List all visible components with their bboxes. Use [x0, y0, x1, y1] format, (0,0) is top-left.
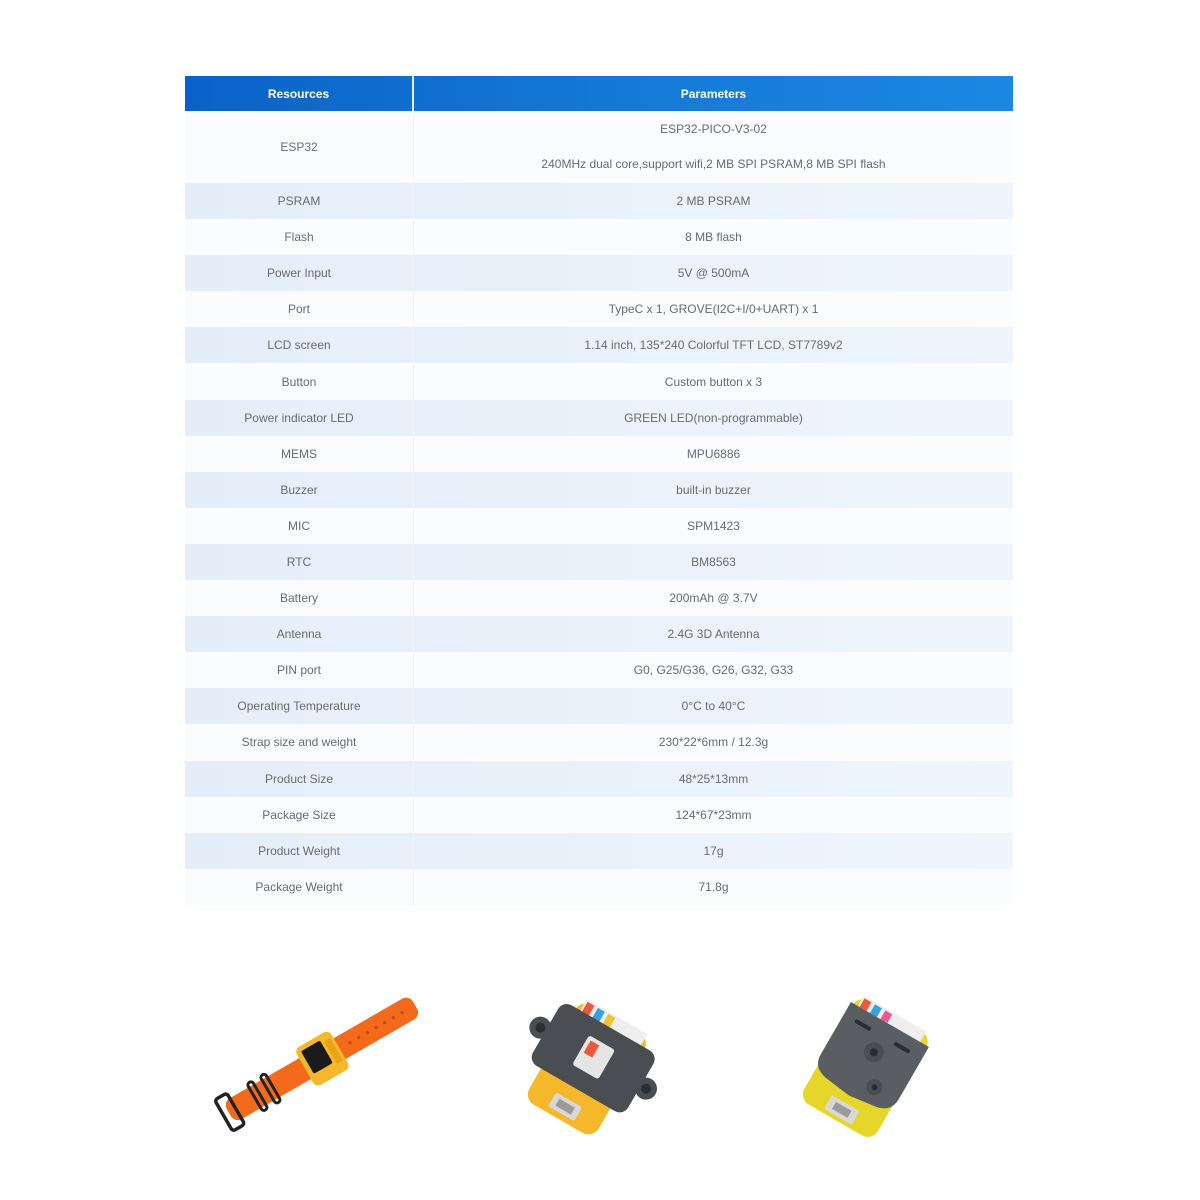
table-row — [185, 436, 1013, 472]
resource-cell: Antenna — [185, 616, 414, 652]
resource-cell: MEMS — [185, 436, 414, 472]
parameter-cell: 230*22*6mm / 12.3g — [658, 735, 769, 750]
header-parameters: Parameters — [680, 86, 747, 101]
table-row — [185, 291, 1013, 327]
resource-cell: Flash — [185, 219, 414, 255]
resource-cell: Power Input — [185, 255, 414, 291]
parameter-cell: 124*67*23mm — [675, 807, 752, 822]
table-row — [185, 544, 1013, 580]
resource-cell: RTC — [185, 544, 414, 580]
parameter-line: ESP32-PICO-V3-02 — [660, 122, 767, 136]
parameter-cell: 2 MB PSRAM — [676, 194, 751, 209]
resource-cell: PIN port — [185, 652, 414, 688]
parameter-cell: BM8563 — [691, 554, 736, 569]
resource-cell: Strap size and weight — [185, 724, 414, 760]
table-row — [185, 580, 1013, 616]
table-header — [185, 76, 1013, 111]
resource-cell: MIC — [185, 508, 414, 544]
product-images — [0, 975, 1200, 1145]
parameter-cell: 8 MB flash — [685, 230, 742, 245]
parameter-cell: 0°C to 40°C — [681, 699, 746, 714]
resource-cell: Button — [185, 363, 414, 399]
header-resources: Resources — [185, 76, 414, 111]
resource-cell: LCD screen — [185, 327, 414, 363]
resource-cell: ESP32 — [185, 111, 414, 183]
table-row — [185, 833, 1013, 869]
table-row — [185, 688, 1013, 724]
table-row — [185, 652, 1013, 688]
table-row — [185, 724, 1013, 760]
table-row — [185, 869, 1013, 905]
table-row — [185, 616, 1013, 652]
parameter-cell: 1.14 inch, 135*240 Colorful TFT LCD, ST7789v2 — [584, 338, 843, 353]
parameter-cell: SPM1423 — [687, 518, 740, 533]
parameter-cell: 71.8g — [698, 879, 729, 894]
table-row — [185, 327, 1013, 363]
parameter-cell: GREEN LED(non-programmable) — [624, 410, 803, 425]
watch-strap-product-image — [205, 985, 440, 1135]
resource-cell: Package Size — [185, 797, 414, 833]
table-row — [185, 255, 1013, 291]
parameter-cell — [414, 111, 1013, 183]
resource-cell: Product Size — [185, 761, 414, 797]
parameter-cell: 2.4G 3D Antenna — [667, 627, 760, 642]
parameter-cell: 48*25*13mm — [678, 771, 749, 786]
table-row — [185, 219, 1013, 255]
resource-cell: Port — [185, 291, 414, 327]
resource-cell: Operating Temperature — [185, 688, 414, 724]
table-row — [185, 472, 1013, 508]
parameter-cell: 17g — [703, 843, 724, 858]
resource-cell: Power indicator LED — [185, 400, 414, 436]
resource-cell: Battery — [185, 580, 414, 616]
resource-cell: Package Weight — [185, 869, 414, 905]
spec-table — [185, 76, 1013, 905]
parameter-cell: G0, G25/G36, G26, G32, G33 — [633, 663, 794, 678]
parameter-cell: 200mAh @ 3.7V — [669, 591, 758, 606]
parameter-line: 240MHz dual core,support wifi,2 MB SPI PSRAM,8 MB SPI flash — [541, 157, 886, 171]
table-row — [185, 183, 1013, 219]
resource-cell: Buzzer — [185, 472, 414, 508]
resource-cell: Product Weight — [185, 833, 414, 869]
mounted-module-product-image — [515, 990, 675, 1140]
table-row — [185, 797, 1013, 833]
parameter-cell: MPU6886 — [686, 446, 741, 461]
parameter-cell: built-in buzzer — [676, 482, 751, 497]
parameter-cell: Custom button x 3 — [664, 374, 763, 389]
table-row — [185, 508, 1013, 544]
table-row — [185, 363, 1013, 399]
parameter-cell: 5V @ 500mA — [677, 266, 750, 281]
table-row — [185, 400, 1013, 436]
base-mount-product-image — [790, 990, 950, 1140]
parameter-cell: TypeC x 1, GROVE(I2C+I/0+UART) x 1 — [608, 302, 819, 317]
resource-cell: PSRAM — [185, 183, 414, 219]
table-row — [185, 761, 1013, 797]
table-row — [185, 111, 1013, 183]
